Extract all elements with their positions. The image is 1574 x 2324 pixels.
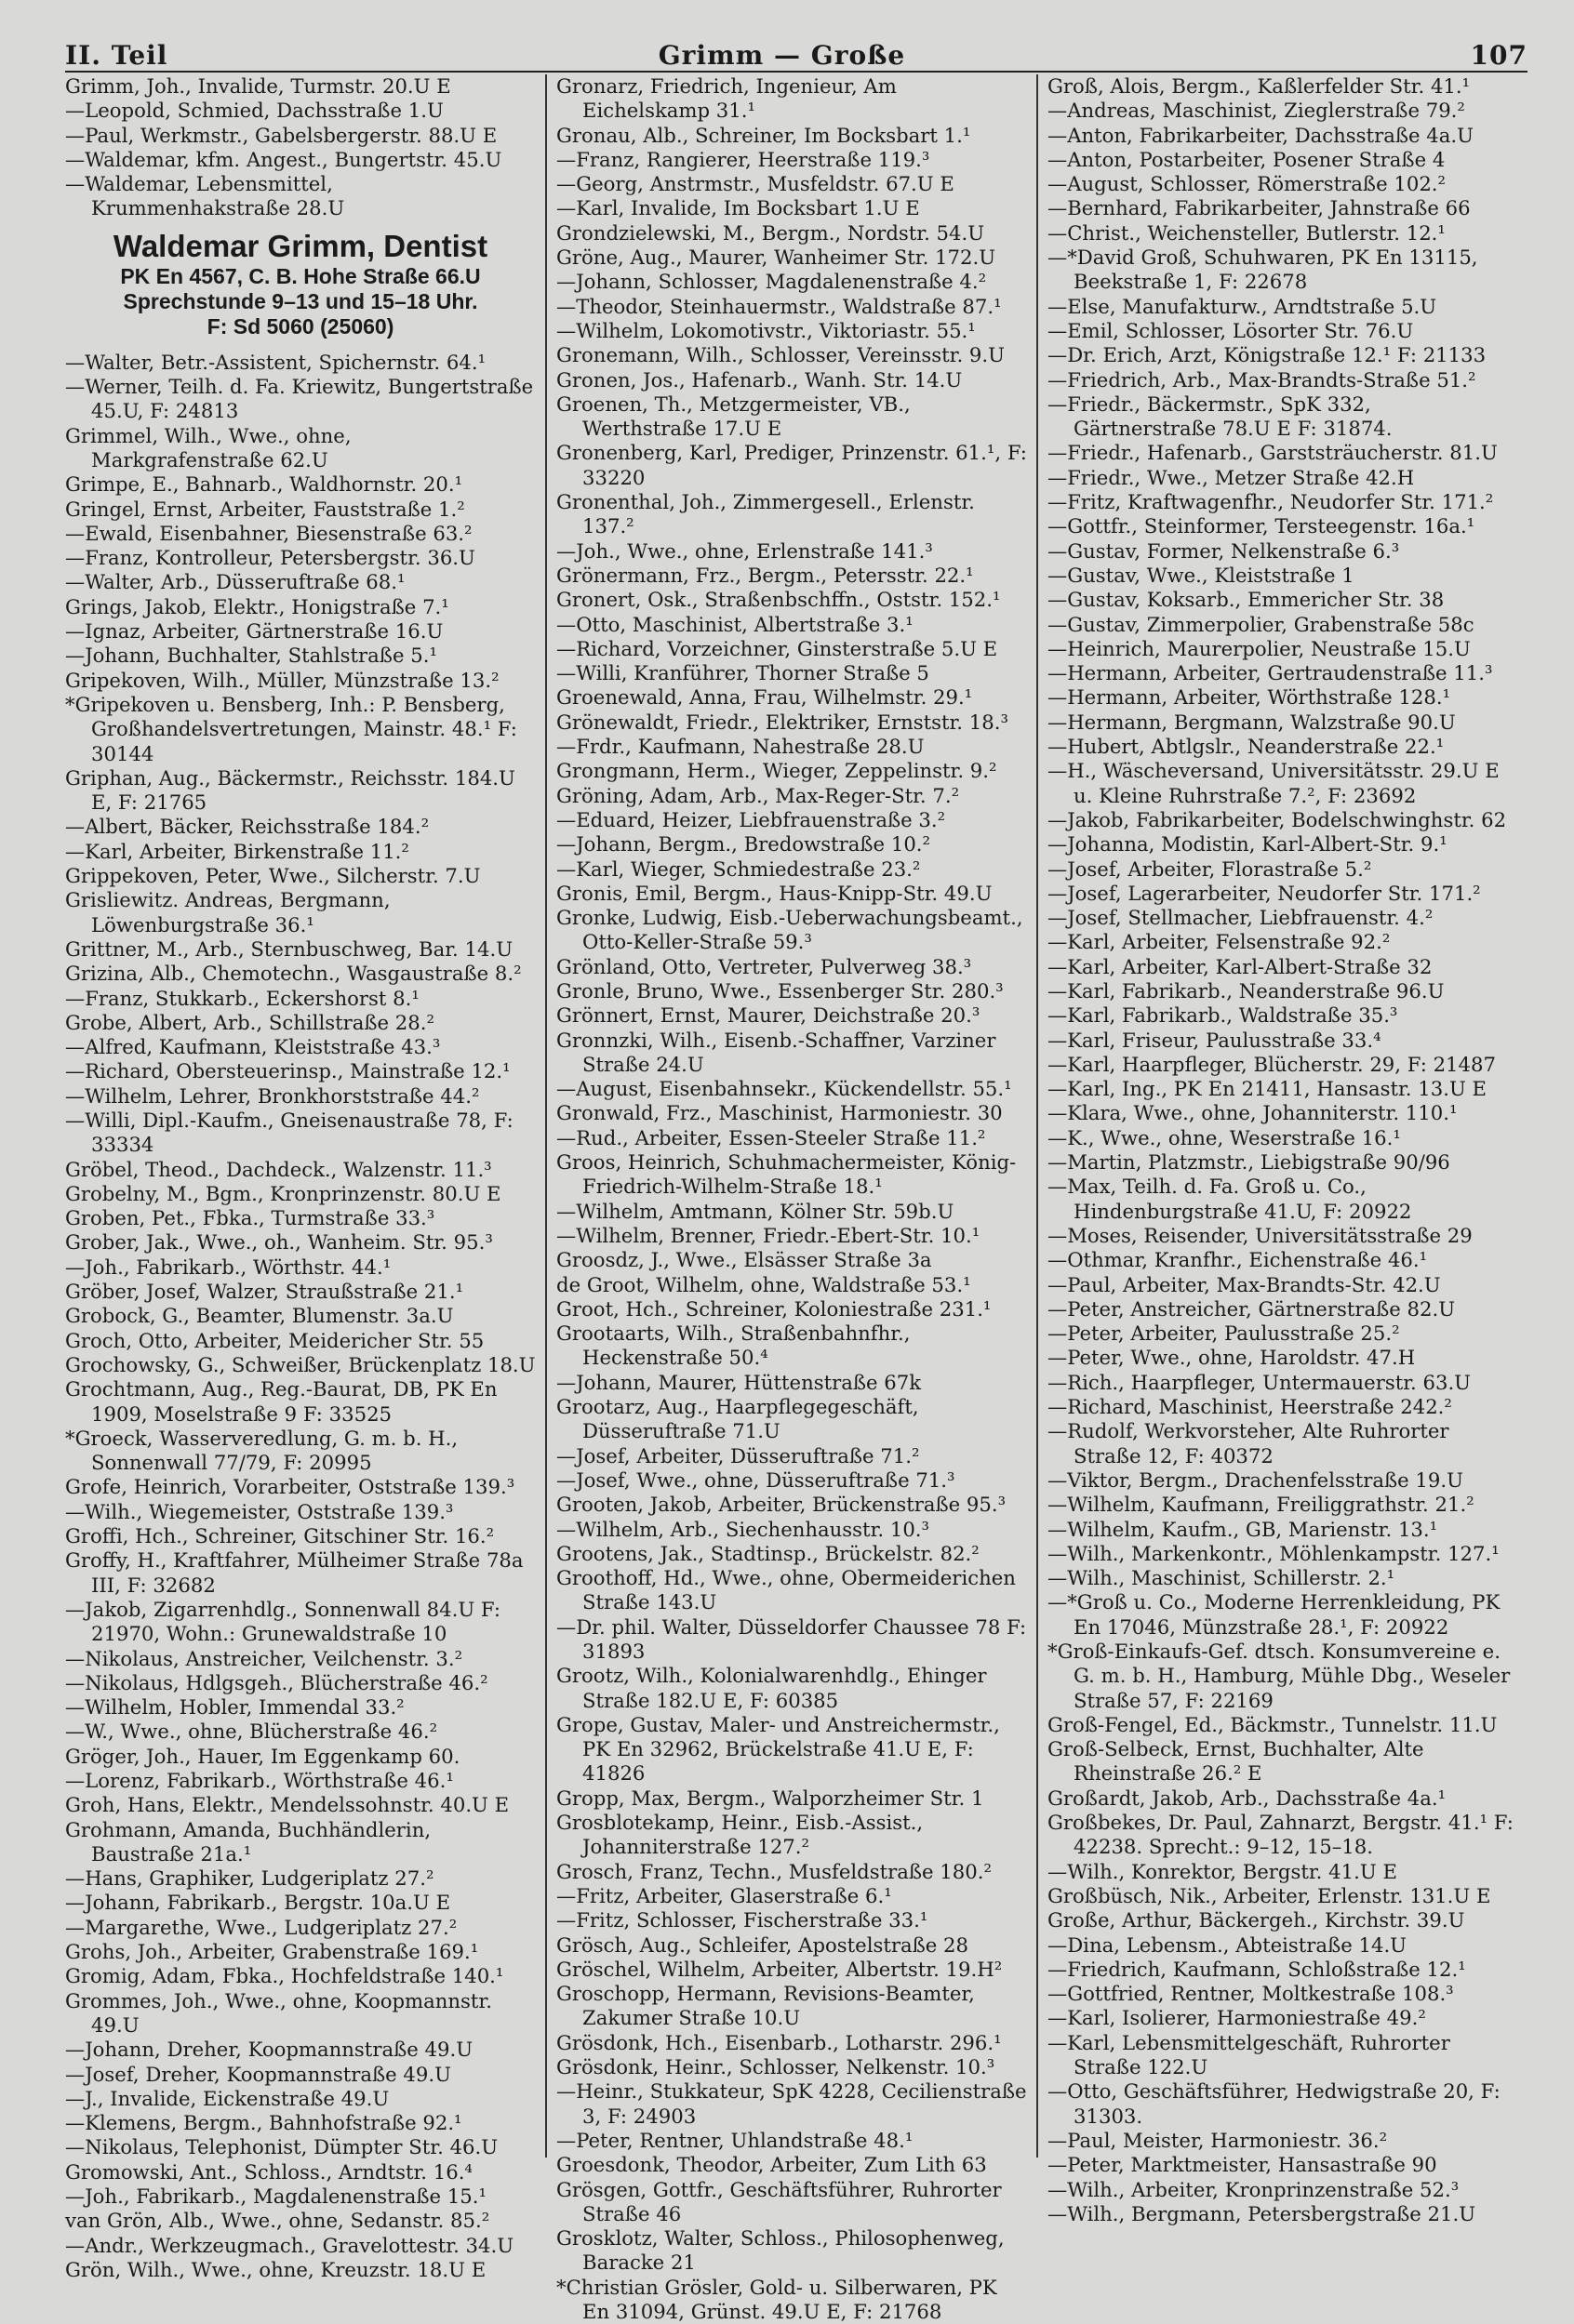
list-item: Gringel, Ernst, Arbeiter, Fauststraße 1.² <box>65 497 465 521</box>
list-item: Grimmel, Wilh., Wwe., ohne, Markgrafenstraße 62.U <box>65 423 358 471</box>
list-item: —Johann, Bergm., Bredowstraße 10.² <box>556 832 931 857</box>
col1-bottom-list <box>65 350 540 2282</box>
list-item: Grimm, Joh., Invalide, Turmstr. 20.U E <box>65 74 451 98</box>
list-item: Groothoff, Hd., Wwe., ohne, Obermeiderichen Straße 143.U <box>556 1566 1022 1614</box>
list-item: Gronle, Bruno, Wwe., Essenberger Str. 280.³ <box>556 978 1004 1003</box>
list-item: —Peter, Marktmeister, Hansastraße 90 <box>1047 2153 1437 2177</box>
list-item: —Jakob, Zigarrenhdlg., Sonnenwall 84.U F: 21970, Wohn.: Grunewaldstraße 10 <box>65 1597 507 1646</box>
columns <box>65 74 1527 2324</box>
page-number: 107 <box>1470 40 1527 71</box>
list-item: —Dr. phil. Walter, Düsseldorfer Chaussee 78 F: 31893 <box>556 1614 1033 1663</box>
list-item: Groh, Hans, Elektr., Mendelssohnstr. 40.U E <box>65 1793 510 1817</box>
list-item: Groesdonk, Theodor, Arbeiter, Zum Lith 63 <box>556 2153 987 2177</box>
list-item: —Eduard, Heizer, Liebfrauenstraße 3.² <box>556 807 946 831</box>
list-item: —Fritz, Kraftwagenfhr., Neudorfer Str. 171.² <box>1047 490 1494 514</box>
list-item: —Gustav, Koksarb., Emmericher Str. 38 <box>1047 588 1445 612</box>
list-item: Gronau, Alb., Schreiner, Im Bocksbart 1.¹ <box>556 123 971 147</box>
list-item: —Richard, Obersteuerinsp., Mainstraße 12.¹ <box>65 1059 511 1083</box>
list-item: Gromig, Adam, Fbka., Hochfeldstraße 140.¹ <box>65 1964 504 1988</box>
list-item: —Karl, Arbeiter, Karl-Albert-Straße 32 <box>1047 954 1433 978</box>
list-item: —Johanna, Modistin, Karl-Albert-Str. 9.¹ <box>1047 832 1447 857</box>
list-item: Gronenberg, Karl, Prediger, Prinzenstr. 61.¹, F: 33220 <box>556 441 1034 489</box>
list-item: —Willi, Kranführer, Thorner Straße 5 <box>556 661 929 685</box>
list-item: Grosblotekamp, Heinr., Eisb.-Assist., Johanniterstraße 127.² <box>556 1811 929 1859</box>
list-item: —*David Groß, Schuhwaren, PK En 13115, Beekstraße 1, F: 22678 <box>1047 246 1485 294</box>
column-3 <box>1036 74 1527 2225</box>
list-item: —Werner, Teilh. d. Fa. Kriewitz, Bungertstraße 45.U, F: 24813 <box>65 375 540 423</box>
list-item: —Gottfr., Steinformer, Tersteegenstr. 16a.¹ <box>1047 514 1475 538</box>
ad-name: Waldemar Grimm, Dentist <box>113 228 488 263</box>
list-item: —Max, Teilh. d. Fa. Groß u. Co., Hindenburgstraße 41.U, F: 20922 <box>1047 1175 1412 1223</box>
list-item: —Karl, Wieger, Schmiedestraße 23.² <box>556 857 921 881</box>
page-header <box>65 37 1527 73</box>
list-item: —Hans, Graphiker, Ludgeriplatz 27.² <box>65 1866 434 1891</box>
list-item: —Margarethe, Wwe., Ludgeriplatz 27.² <box>65 1915 458 1939</box>
list-item: —Richard, Maschinist, Heerstraße 242.² <box>1047 1395 1452 1419</box>
list-item: —Lorenz, Fabrikarb., Wörthstraße 46.¹ <box>65 1769 454 1792</box>
list-item: Gronen, Jos., Hafenarb., Wanh. Str. 14.U <box>556 367 963 392</box>
list-item: —Rud., Arbeiter, Essen-Steeler Straße 11.² <box>556 1125 986 1149</box>
list-item: —Josef, Stellmacher, Liebfrauenstr. 4.² <box>1047 906 1434 930</box>
list-item: Gronert, Osk., Straßenbschffn., Oststr. 152.¹ <box>556 588 1001 612</box>
list-item: —Peter, Arbeiter, Paulusstraße 25.² <box>1047 1321 1400 1346</box>
list-item: Grofe, Heinrich, Vorarbeiter, Oststraße 139.³ <box>65 1475 515 1499</box>
list-item: —Karl, Friseur, Paulusstraße 33.⁴ <box>1047 1028 1381 1052</box>
list-item: Grön, Wilh., Wwe., ohne, Kreuzstr. 18.U E <box>65 2257 487 2281</box>
list-item: Groschopp, Hermann, Revisions-Beamter, Zakumer Straße 10.U <box>556 1982 981 2030</box>
list-item: —Friedrich, Arb., Max-Brandts-Straße 51.² <box>1047 367 1476 392</box>
list-item: —Klara, Wwe., ohne, Johanniterstr. 110.¹ <box>1047 1101 1458 1125</box>
list-item: Grobe, Albert, Arb., Schillstraße 28.² <box>65 1010 434 1034</box>
list-item: —Johann, Buchhalter, Stahlstraße 5.¹ <box>65 644 437 668</box>
list-item: —Otto, Geschäftsführer, Hedwigstraße 20, F: 31303. <box>1047 2079 1507 2128</box>
list-item: —Friedr., Hafenarb., Garststräucherstr. 81.U <box>1047 441 1498 465</box>
list-item: —Ignaz, Arbeiter, Gärtnerstraße 16.U <box>65 619 444 644</box>
list-item: —Wilh., Markenkontr., Möhlenkampstr. 127.¹ <box>1047 1541 1500 1565</box>
list-item: —Fritz, Arbeiter, Glaserstraße 6.¹ <box>556 1883 892 1907</box>
list-item: —Heinrich, Maurerpolier, Neustraße 15.U <box>1047 636 1471 660</box>
list-item: Grober, Jak., Wwe., oh., Wanheim. Str. 95.³ <box>65 1230 493 1255</box>
list-item: Gropp, Max, Bergm., Walporzheimer Str. 1 <box>556 1786 984 1810</box>
list-item: Groffy, H., Kraftfahrer, Mülheimer Straße 78a III, F: 32682 <box>65 1548 530 1597</box>
list-item: Gronke, Ludwig, Eisb.-Ueberwachungsbeamt., Otto-Keller-Straße 59.³ <box>556 906 1030 954</box>
list-item: —Nikolaus, Hdlgsgeh., Blücherstraße 46.² <box>65 1670 488 1694</box>
list-item: —H., Wäscheversand, Universitätsstr. 29.U E u. Kleine Ruhrstraße 7.², F: 23692 <box>1047 759 1506 807</box>
list-item: —Else, Manufakturw., Arndtstraße 5.U <box>1047 294 1437 318</box>
list-item: Gronemann, Wilh., Schlosser, Vereinsstr. 9.U <box>556 343 1005 367</box>
list-item: —Leopold, Schmied, Dachsstraße 1.U <box>65 99 444 123</box>
list-item: —Karl, Haarpfleger, Blücherstr. 29, F: 21487 <box>1047 1052 1496 1076</box>
list-item: —Karl, Lebensmittelgeschäft, Ruhrorter Straße 122.U <box>1047 2030 1457 2079</box>
list-item: —Karl, Arbeiter, Felsenstraße 92.² <box>1047 930 1391 954</box>
list-item: —Frdr., Kaufmann, Nahestraße 28.U <box>556 735 925 759</box>
list-item: Groenewald, Anna, Frau, Wilhelmstr. 29.¹ <box>556 685 973 710</box>
list-item: —Paul, Arbeiter, Max-Brandts-Str. 42.U <box>1047 1272 1441 1296</box>
column-1 <box>65 74 545 2281</box>
list-item: Gronis, Emil, Bergm., Haus-Knipp-Str. 49.U <box>556 881 993 905</box>
list-item: Grootens, Jak., Stadtinsp., Brückelstr. 82.² <box>556 1541 980 1565</box>
list-item: —August, Eisenbahnsekr., Kückendellstr. 55.¹ <box>556 1077 1012 1101</box>
list-item: —Johann, Fabrikarb., Bergstr. 10a.U E <box>65 1891 451 1915</box>
list-item: —Heinr., Stukkateur, SpK 4228, Cecilienstraße 3, F: 24903 <box>556 2079 1034 2128</box>
list-item: Gripekoven, Wilh., Müller, Münzstraße 13.² <box>65 668 500 692</box>
list-item: Grondzielewski, M., Bergm., Nordstr. 54.U <box>556 220 985 245</box>
list-item: —Joh., Fabrikarb., Magdalenenstraße 15.¹ <box>65 2185 487 2209</box>
list-item: —Joh., Fabrikarb., Wörthstr. 44.¹ <box>65 1255 392 1279</box>
list-item: —Viktor, Bergm., Drachenfelsstraße 19.U <box>1047 1467 1463 1492</box>
list-item: —Wilhelm, Arb., Siechenhausstr. 10.³ <box>556 1517 930 1541</box>
list-item: —Walter, Betr.-Assistent, Spichernstr. 64.¹ <box>65 350 487 374</box>
list-item: —August, Schlosser, Römerstraße 102.² <box>1047 172 1447 196</box>
list-item: —Martin, Platzmstr., Liebigstraße 90/96 <box>1047 1150 1450 1175</box>
list-item: —Wilhelm, Lehrer, Bronkhorststraße 44.² <box>65 1083 480 1108</box>
list-item: —K., Wwe., ohne, Weserstraße 16.¹ <box>1047 1125 1401 1149</box>
list-item: Grobock, G., Beamter, Blumenstr. 3a.U <box>65 1304 454 1328</box>
list-item: —Nikolaus, Anstreicher, Veilchenstr. 3.² <box>65 1646 463 1670</box>
list-item: Grisliewitz. Andreas, Bergmann, Löwenburgstraße 36.¹ <box>65 888 397 936</box>
col2-list <box>556 74 1034 2324</box>
list-item: —*Groß u. Co., Moderne Herrenkleidung, PK En 17046, Münzstraße 28.¹, F: 20922 <box>1047 1590 1507 1639</box>
list-item: *Groeck, Wasserveredlung, G. m. b. H., Sonnenwall 77/79, F: 20995 <box>65 1426 464 1475</box>
list-item: —Rich., Haarpfleger, Untermauerstr. 63.U <box>1047 1370 1472 1394</box>
list-item: —Paul, Werkmstr., Gabelsbergerstr. 88.U E <box>65 123 498 147</box>
list-item: Groß-Fengel, Ed., Bäckmstr., Tunnelstr. 11.U <box>1047 1712 1498 1736</box>
list-item: Groosdz, J., Wwe., Elsässer Straße 3a <box>556 1248 932 1272</box>
header-name-range: Grimm — Große <box>658 40 906 71</box>
list-item: —Richard, Vorzeichner, Ginsterstraße 5.U E <box>556 636 998 660</box>
list-item: —Walter, Arb., Düsseruftraße 68.¹ <box>65 570 406 594</box>
list-item: Gronnzki, Wilh., Eisenb.-Schaffner, Varziner Straße 24.U <box>556 1028 1003 1076</box>
header-section: II. Teil <box>65 40 168 71</box>
list-item: —Franz, Stukkarb., Eckershorst 8.¹ <box>65 986 420 1010</box>
list-item: Grösdonk, Heinr., Schlosser, Nelkenstr. 10.³ <box>556 2055 995 2079</box>
list-item: —Karl, Fabrikarb., Waldstraße 35.³ <box>1047 1003 1398 1028</box>
list-item: Grizina, Alb., Chemotechn., Wasgaustraße 8.² <box>65 962 522 986</box>
list-item: Gronarz, Friedrich, Ingenieur, Am Eichelskamp 31.¹ <box>556 74 903 123</box>
ad-line: PK En 4567, C. B. Hohe Straße 66.U <box>120 263 481 288</box>
list-item: —Andreas, Maschinist, Zieglerstraße 79.² <box>1047 99 1465 123</box>
list-item: Großbekes, Dr. Paul, Zahnarzt, Bergstr. 41.¹ F: 42238. Sprecht.: 9–12, 15–18. <box>1047 1811 1520 1859</box>
list-item: —Waldemar, Lebensmittel, Krummenhakstraße 28.U <box>65 172 345 220</box>
list-item: —Otto, Maschinist, Albertstraße 3.¹ <box>556 612 914 636</box>
list-item: Gröschel, Wilhelm, Arbeiter, Albertstr. 19.H² <box>556 1957 1003 1981</box>
list-item: —Peter, Rentner, Uhlandstraße 48.¹ <box>556 2128 914 2152</box>
list-item: Grosklotz, Walter, Schloss., Philosophenweg, Baracke 21 <box>556 2226 1011 2275</box>
list-item: —Hubert, Abtlgslr., Neanderstraße 22.¹ <box>1047 735 1445 759</box>
list-item: —Gustav, Wwe., Kleiststraße 1 <box>1047 563 1354 587</box>
list-item: —Wilh., Maschinist, Schillerstr. 2.¹ <box>1047 1566 1395 1590</box>
list-item: —Klemens, Bergm., Bahnhofstraße 92.¹ <box>65 2111 462 2135</box>
list-item: —Wilh., Wiegemeister, Oststraße 139.³ <box>65 1499 454 1523</box>
list-item: Grobelny, M., Bgm., Kronprinzenstr. 80.U E <box>65 1181 501 1205</box>
list-item: Grongmann, Herm., Wieger, Zeppelinstr. 9.² <box>556 759 997 783</box>
list-item: —Waldemar, kfm. Angest., Bungertstr. 45.U <box>65 147 502 171</box>
list-item: —Bernhard, Fabrikarbeiter, Jahnstraße 66 <box>1047 196 1471 220</box>
list-item: Groenen, Th., Metzgermeister, VB., Werthstraße 17.U E <box>556 392 917 441</box>
list-item: Großardt, Jakob, Arb., Dachsstraße 4a.¹ <box>1047 1786 1447 1810</box>
list-item: Grönermann, Frz., Bergm., Petersstr. 22.¹ <box>556 563 974 587</box>
list-item: —Hermann, Bergmann, Walzstraße 90.U <box>1047 710 1456 734</box>
list-item: —Andr., Werkzeugmach., Gravelottestr. 34.U <box>65 2233 514 2257</box>
list-item: —Karl, Arbeiter, Birkenstraße 11.² <box>65 839 409 863</box>
list-item: —Karl, Isolierer, Harmoniestraße 49.² <box>1047 2006 1426 2030</box>
list-item: —Nikolaus, Telephonist, Dümpter Str. 46.U <box>65 2135 499 2159</box>
list-item: —Josef, Arbeiter, Düsseruftraße 71.² <box>556 1443 920 1467</box>
list-item: Grösgen, Gottfr., Geschäftsführer, Ruhrorter Straße 46 <box>556 2177 1008 2225</box>
list-item: —J., Invalide, Eickenstraße 49.U <box>65 2086 390 2110</box>
list-item: —Dr. Erich, Arzt, Königstraße 12.¹ F: 21133 <box>1047 343 1487 367</box>
list-item: Grimpe, E., Bahnarb., Waldhornstr. 20.¹ <box>65 472 463 497</box>
list-item: Groffi, Hch., Schreiner, Gitschiner Str. 16.² <box>65 1524 495 1548</box>
list-item: Grommes, Joh., Wwe., ohne, Koopmannstr. 49.U <box>65 1988 499 2037</box>
list-item: —Gustav, Zimmerpolier, Grabenstraße 58c <box>1047 612 1474 636</box>
list-item: —Alfred, Kaufmann, Kleiststraße 43.³ <box>65 1035 441 1059</box>
list-item: —Christ., Weichensteller, Butlerstr. 12.¹ <box>1047 220 1446 245</box>
list-item: Grootarz, Aug., Haarpflegegeschäft, Düsseruftraße 71.U <box>556 1395 926 1443</box>
list-item: —Wilh., Arbeiter, Kronprinzenstraße 52.³ <box>1047 2177 1460 2201</box>
col1-top-list <box>65 74 536 221</box>
list-item: —Ewald, Eisenbahner, Biesenstraße 63.² <box>65 521 473 545</box>
list-item: van Grön, Alb., Wwe., ohne, Sedanstr. 85.² <box>65 2209 490 2233</box>
list-item: Gröning, Adam, Arb., Max-Reger-Str. 7.² <box>556 783 960 807</box>
list-item: —Paul, Meister, Harmoniestr. 36.² <box>1047 2128 1388 2152</box>
list-item: Großbüsch, Nik., Arbeiter, Erlenstr. 131.U E <box>1047 1883 1491 1907</box>
list-item: Grochowsky, G., Schweißer, Brückenplatz 18.U <box>65 1352 536 1376</box>
list-item: *Groß-Einkaufs-Gef. dtsch. Konsumvereine e. G. m. b. H., Hamburg, Mühle Dbg., Weseler Straße 57, F: 22169 <box>1047 1640 1517 1712</box>
list-item: —Fritz, Schlosser, Fischerstraße 33.¹ <box>556 1908 928 1932</box>
list-item: —Friedr., Wwe., Metzer Straße 42.H <box>1047 465 1415 489</box>
list-item: Grootz, Wilh., Kolonialwarenhdlg., Ehinger Straße 182.U E, F: 60385 <box>556 1664 994 1712</box>
list-item: Groß, Alois, Bergm., Kaßlerfelder Str. 41.¹ <box>1047 74 1471 98</box>
list-item: —Johann, Maurer, Hüttenstraße 67k <box>556 1370 922 1394</box>
list-item: —Theodor, Steinhauermstr., Waldstraße 87.¹ <box>556 294 1002 318</box>
list-item: Groos, Heinrich, Schuhmachermeister, König-Friedrich-Wilhelm-Straße 18.¹ <box>556 1150 1017 1199</box>
column-2 <box>545 74 1036 2324</box>
list-item: Grooten, Jakob, Arbeiter, Brückenstraße 95.³ <box>556 1493 1007 1517</box>
list-item: —Anton, Fabrikarbeiter, Dachsstraße 4a.U <box>1047 123 1474 147</box>
ad-line: Sprechstunde 9–13 und 15–18 Uhr. <box>123 288 478 313</box>
list-item: Grösch, Aug., Schleifer, Apostelstraße 28 <box>556 1932 969 1957</box>
list-item: —Albert, Bäcker, Reichsstraße 184.² <box>65 815 430 839</box>
list-item: —W., Wwe., ohne, Blücherstraße 46.² <box>65 1720 438 1744</box>
list-item: Große, Arthur, Bäckergeh., Kirchstr. 39.U <box>1047 1908 1465 1932</box>
list-item: —Wilhelm, Amtmann, Kölner Str. 59b.U <box>556 1199 954 1223</box>
list-item: Gronenthal, Joh., Zimmergesell., Erlenstr. 137.² <box>556 490 981 538</box>
list-item: —Franz, Rangierer, Heerstraße 119.³ <box>556 147 930 171</box>
list-item: Groch, Otto, Arbeiter, Meidericher Str. 55 <box>65 1328 485 1352</box>
list-item: —Wilhelm, Kaufmann, Freiliggrathstr. 21.² <box>1047 1493 1474 1517</box>
list-item: —Anton, Postarbeiter, Posener Straße 4 <box>1047 147 1446 171</box>
list-item: —Wilhelm, Kaufm., GB, Marienstr. 13.¹ <box>1047 1517 1438 1541</box>
list-item: —Friedrich, Kaufmann, Schloßstraße 12.¹ <box>1047 1957 1466 1981</box>
list-item: Grosch, Franz, Techn., Musfeldstraße 180.² <box>556 1859 992 1883</box>
list-item: *Christian Grösler, Gold- u. Silberwaren, PK En 31094, Grünst. 49.U E, F: 21768 <box>556 2275 1004 2324</box>
list-item: —Karl, Fabrikarb., Neanderstraße 96.U <box>1047 978 1445 1003</box>
list-item: Gröger, Joh., Hauer, Im Eggenkamp 60. <box>65 1744 460 1768</box>
list-item: Grohmann, Amanda, Buchhändlerin, Baustraße 21a.¹ <box>65 1817 437 1866</box>
list-item: Grootaarts, Wilh., Straßenbahnfhr., Heckenstraße 50.⁴ <box>556 1321 917 1370</box>
list-item: Gronwald, Frz., Maschinist, Harmoniestr. 30 <box>556 1101 1003 1125</box>
list-item: Gröber, Josef, Walzer, Straußstraße 21.¹ <box>65 1280 464 1304</box>
list-item: —Wilhelm, Lokomotivstr., Viktoriastr. 55.¹ <box>556 318 976 342</box>
list-item: —Othmar, Kranfhr., Eichenstraße 46.¹ <box>1047 1248 1428 1272</box>
list-item: —Johann, Dreher, Koopmannstraße 49.U <box>65 2038 474 2062</box>
list-item: —Peter, Wwe., ohne, Haroldstr. 47.H <box>1047 1346 1416 1370</box>
list-item: —Friedr., Bäckermstr., SpK 332, Gärtnerstraße 78.U E F: 31874. <box>1047 392 1393 441</box>
list-item: Grochtmann, Aug., Reg.-Baurat, DB, PK En 1909, Moselstraße 9 F: 33525 <box>65 1377 504 1426</box>
list-item: —Wilh., Bergmann, Petersbergstraße 21.U <box>1047 2201 1476 2225</box>
list-item: Groß-Selbeck, Ernst, Buchhalter, Alte Rheinstraße 26.² E <box>1047 1737 1431 1786</box>
list-item: Grohs, Joh., Arbeiter, Grabenstraße 169.¹ <box>65 1940 479 1964</box>
list-item: de Groot, Wilhelm, ohne, Waldstraße 53.¹ <box>556 1272 971 1296</box>
list-item: Griphan, Aug., Bäckermstr., Reichsstr. 184.U E, F: 21765 <box>65 765 522 815</box>
list-item: —Karl, Invalide, Im Bocksbart 1.U E <box>556 196 920 220</box>
list-item: —Willi, Dipl.-Kaufm., Gneisenaustraße 78, F: 33334 <box>65 1108 520 1157</box>
list-item: —Emil, Schlosser, Lösorter Str. 76.U <box>1047 318 1414 342</box>
list-item: Grippekoven, Peter, Wwe., Silcherstr. 7.U <box>65 864 481 888</box>
list-item: —Josef, Wwe., ohne, Düsseruftraße 71.³ <box>556 1467 955 1492</box>
list-item: Gröbel, Theod., Dachdeck., Walzenstr. 11.³ <box>65 1157 492 1181</box>
list-item: —Hermann, Arbeiter, Wörthstraße 128.¹ <box>1047 685 1451 710</box>
list-item: —Josef, Arbeiter, Florastraße 5.² <box>1047 857 1372 881</box>
list-item: —Karl, Ing., PK En 21411, Hansastr. 13.U E <box>1047 1077 1487 1101</box>
list-item: Groot, Hch., Schreiner, Koloniestraße 231.¹ <box>556 1296 992 1321</box>
list-item: Grönnert, Ernst, Maurer, Deichstraße 20.³ <box>556 1003 980 1028</box>
list-item: Grösdonk, Hch., Eisenbarb., Lotharstr. 296.¹ <box>556 2030 1002 2054</box>
list-item: Grope, Gustav, Maler- und Anstreichermstr., PK En 32962, Brückelstraße 41.U E, F: 41826 <box>556 1712 1007 1786</box>
list-item: —Wilhelm, Brenner, Friedr.-Ebert-Str. 10.¹ <box>556 1223 980 1247</box>
list-item: —Josef, Dreher, Koopmannstraße 49.U <box>65 2062 451 2086</box>
list-item: —Josef, Lagerarbeiter, Neudorfer Str. 171.² <box>1047 881 1481 905</box>
list-item: —Joh., Wwe., ohne, Erlenstraße 141.³ <box>556 538 933 563</box>
list-item: —Hermann, Arbeiter, Gertraudenstraße 11.³ <box>1047 661 1493 685</box>
list-item: —Georg, Anstrmstr., Musfeldstr. 67.U E <box>556 172 954 196</box>
list-item: —Peter, Anstreicher, Gärtnerstraße 82.U <box>1047 1296 1456 1321</box>
list-item: —Dina, Lebensm., Abteistraße 14.U <box>1047 1932 1407 1957</box>
col3-list <box>1047 74 1518 2226</box>
ad-line: F: Sd 5060 (25060) <box>207 313 394 339</box>
dentist-advertisement <box>65 229 536 339</box>
list-item: —Johann, Schlosser, Magdalenenstraße 4.² <box>556 270 987 294</box>
list-item: —Wilhelm, Hobler, Immendal 33.² <box>65 1695 405 1720</box>
list-item: *Gripekoven u. Bensberg, Inh.: P. Bensberg, Großhandelsvertretungen, Mainstr. 48.¹ F: 30144 <box>65 692 524 765</box>
list-item: —Gottfried, Rentner, Moltkestraße 108.³ <box>1047 1982 1454 2006</box>
list-item: Grönland, Otto, Vertreter, Pulverweg 38.³ <box>556 954 972 978</box>
list-item: Groben, Pet., Fbka., Turmstraße 33.³ <box>65 1206 435 1230</box>
list-item: —Gustav, Former, Nelkenstraße 6.³ <box>1047 538 1400 563</box>
list-item: Grittner, M., Arb., Sternbuschweg, Bar. 14.U <box>65 936 514 961</box>
list-item: Grings, Jakob, Elektr., Honigstraße 7.¹ <box>65 594 449 618</box>
list-item: Gröne, Aug., Maurer, Wanheimer Str. 172.U <box>556 246 996 270</box>
list-item: —Wilh., Konrektor, Bergstr. 41.U E <box>1047 1859 1397 1883</box>
list-item: —Moses, Reisender, Universitätsstraße 29 <box>1047 1223 1473 1247</box>
list-item: Grönewaldt, Friedr., Elektriker, Ernststr. 18.³ <box>556 710 1008 734</box>
list-item: —Rudolf, Werkvorsteher, Alte Ruhrorter Straße 12, F: 40372 <box>1047 1419 1456 1467</box>
list-item: Gromowski, Ant., Schloss., Arndtstr. 16.⁴ <box>65 2159 473 2184</box>
list-item: —Franz, Kontrolleur, Petersbergstr. 36.U <box>65 546 475 570</box>
list-item: —Jakob, Fabrikarbeiter, Bodelschwinghstr. 62 <box>1047 807 1507 831</box>
